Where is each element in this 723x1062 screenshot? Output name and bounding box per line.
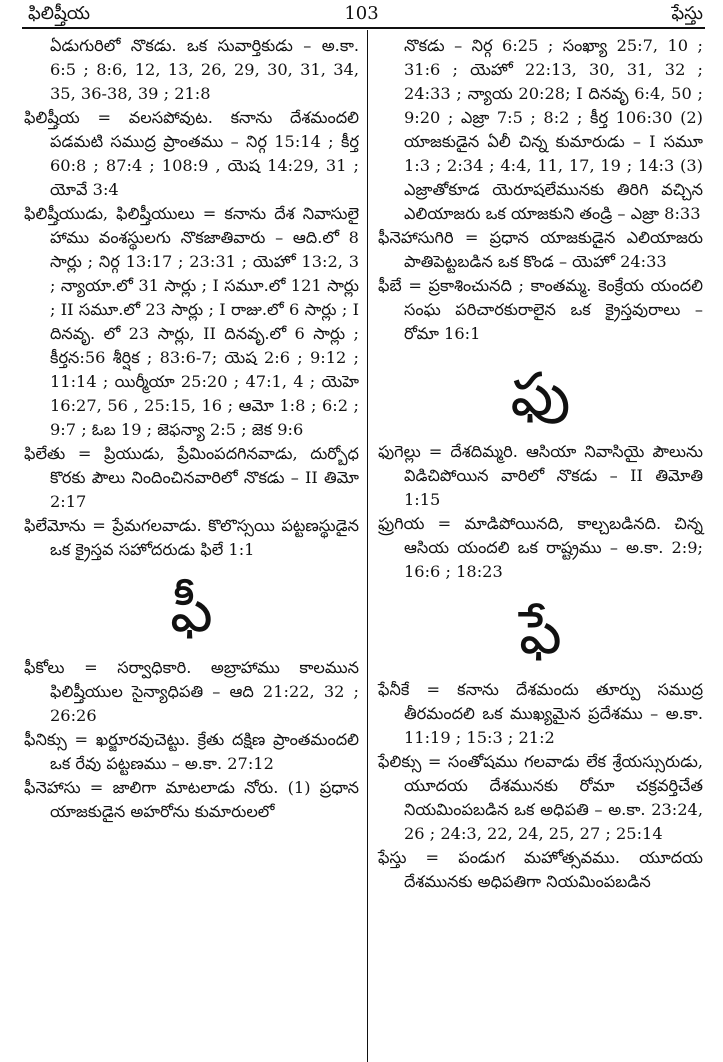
dictionary-entry: ఫీనెహాసు = జాలిగా మాటలాడు నోరు. (1) ప్రధాన యాజకుడైన అహరోను కుమారులలో	[24, 778, 359, 821]
page-number: 103	[344, 3, 379, 24]
section-letter: ఫు	[510, 360, 571, 430]
section-letter: ఫే	[519, 598, 562, 668]
dictionary-entry: ఫీనిక్సు = ఖర్జూరవుచెట్టు. క్రేతు దక్షిణ ప్రాంతమందలి ఒక రేవు పట్టణము – అ.కా. 27:12	[24, 730, 359, 773]
dictionary-entry: ఫేస్తు = పండుగ మహోత్సవము. యూదయ దేశమునకు అధిపతిగా నియమింపబడిన	[378, 848, 703, 891]
dictionary-entry: ఫిలిష్తీయ = వలసపోవుట. కనాను దేశమందలి పడమటి సముద్ర ప్రాంతము – నిర్గ 15:14 ; కీర్త 60:8 ; 87:4 ; 108:9 , యెష 14:29, 31 ; యోవే 3:4	[24, 108, 359, 199]
dictionary-entry: ఫీనెహాసుగిరి = ప్రధాన యాజకుడైన ఎలియాజరు పాతిపెట్టబడిన ఒక కొండ – యెహో 24:33	[378, 228, 703, 271]
header-left-guide-word: ఫిలిష్తీయ	[28, 3, 90, 24]
dictionary-entry: నొకడు – నిర్గ 6:25 ; సంఖ్యా 25:7, 10 ; 31:6 ; యెహో 22:13, 30, 31, 32 ; 24:33 ; న్యాయ 20:28; I దినవృ 6:4, 50 ; 9:20 ; ఎజ్రా 7:5 ; 8:2 ; కీర్త 106:30 (2) యాజకుడైన ఏలీ చిన్న కుమారుడు – I సమూ 1:3 ; 2:34 ; 4:4, 11, 17, 19 ; 14:3 (3) ఎజ్రాతోకూడ యెరూషలేమునకు తిరిగి వచ్చిన ఎలియాజరు ఒక యాజకుని తండ్రి – ఎజ్రా 8:33	[404, 36, 703, 223]
right-column	[378, 34, 703, 894]
dictionary-entry: ఫీకోలు = సర్వాధికారి. అబ్రాహాము కాలమున ఫిలిష్తీయుల సైన్యాధిపతి – ఆది 21:22, 32 ; 26:26	[24, 658, 359, 725]
section-letter: ఫీ	[170, 576, 213, 646]
left-column	[24, 34, 359, 824]
dictionary-entry: ఫుగెల్లు = దేశదిమ్మరి. ఆసియా నివాసియై పౌలును విడిచిపోయిన వారిలో నొకడు – II తిమోతి 1:15	[378, 442, 703, 509]
dictionary-entry: ఫిలేమోను = ప్రేమగలవాడు. కొలొస్సయి పట్టణస్థుడైన ఒక క్రైస్తవ సహోదరుడు ఫిలే 1:1	[24, 516, 359, 559]
page-header	[0, 0, 723, 30]
dictionary-entry: ఫిలేతు = ప్రియుడు, ప్రేమింపదగినవాడు, దుర్బోధ కొరకు పౌలు నిందించినవారిలో నొకడు – II తిమో 2:17	[24, 444, 359, 511]
dictionary-entry: ఫీబే = ప్రకాశించునది ; కాంతమ్మ. కెంక్రేయ యందలి సంఘ పరిచారకురాలైన ఒక క్రైస్తవురాలు – రోమా 16:1	[378, 276, 703, 343]
dictionary-entry: ఏడుగురిలో నొకడు. ఒక సువార్తికుడు – అ.కా. 6:5 ; 8:6, 12, 13, 26, 29, 30, 31, 34, 35, 36-38, 39 ; 21:8	[50, 36, 359, 103]
dictionary-entry: ఫేలిక్సు = సంతోషము గలవాడు లేక శ్రేయస్సురుడు, యూదయ దేశమునకు రోమా చక్రవర్తిచేత నియమింపబడిన ఒక అధిపతి – అ.కా. 23:24, 26 ; 24:3, 22, 24, 25, 27 ; 25:14	[378, 752, 703, 843]
header-right-guide-word: ఫేస్తు	[671, 3, 703, 24]
dictionary-entry: ఫ్రుగియ = మాడిపోయినది, కాల్చబడినది. చిన్న ఆసియ యందలి ఒక రాష్ట్రము – అ.కా. 2:9; 16:6 ; 18:23	[378, 514, 703, 581]
dictionary-entry: ఫేనీకే = కనాను దేశమందు తూర్పు సముద్ర తీరమందలి ఒక ముఖ్యమైన ప్రదేశము – అ.కా. 11:19 ; 15:3 ; 21:2	[378, 680, 703, 747]
column-divider	[367, 30, 368, 1062]
header-rule	[22, 27, 705, 29]
dictionary-entry: ఫిలిష్తీయుడు, ఫిలిష్తీయులు = కనాను దేశ నివాసులైె హాము వంశస్థులగు నొకజాతివారు – ఆది.లో 8 సార్లు ; నిర్గ 13:17 ; 23:31 ; యెహో 13:2, 3 ; న్యాయా.లో 31 సార్లు ; I సమూ.లో 121 సార్లు ; II సమూ.లో 23 సార్లు ; I రాజు.లో 6 సార్లు ; I దినవృ. లో 23 సార్లు, II దినవృ.లో 6 సార్లు ; కీర్తన:56 శీర్షిక ; 83:6-7; యెష 2:6 ; 9:12 ; 11:14 ; యిర్మీయా 25:20 ; 47:1, 4 ; యెహె 16:27, 56 , 25:15, 16 ; ఆమో 1:8 ; 6:2 ; 9:7 ; ఓబ 19 ; జెఫన్యా 2:5 ; జెక 9:6	[24, 204, 359, 439]
